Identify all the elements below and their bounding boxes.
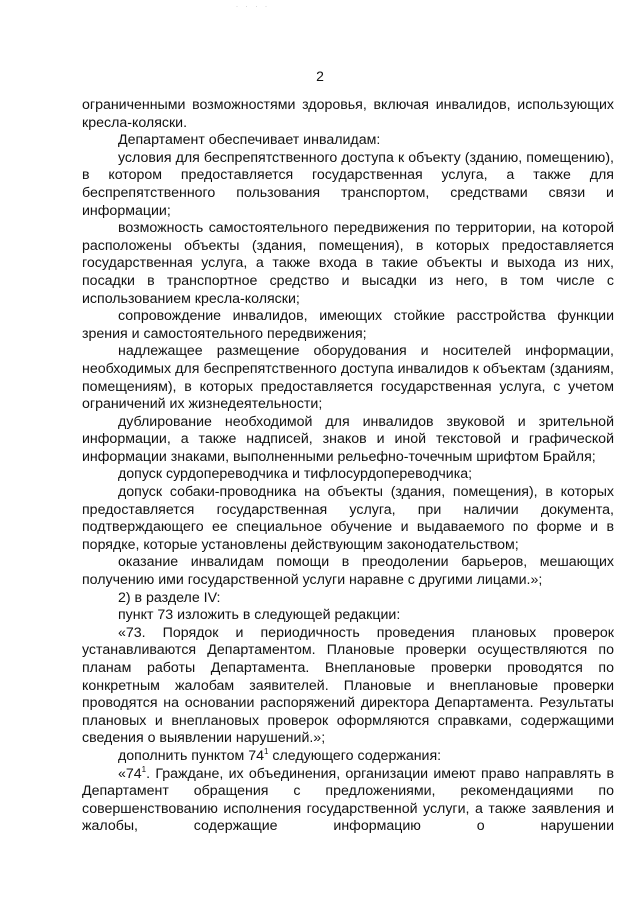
text-run: дополнить пунктом 74: [118, 747, 264, 764]
text-run: следующего содержания:: [268, 747, 442, 764]
section-heading-iv: 2) в разделе IV:: [118, 589, 221, 606]
superscript: 1: [263, 746, 269, 756]
amendment-point-73: пункт 73 изложить в следующей редакции:: [118, 607, 401, 624]
scan-artifact: · · · ·: [236, 4, 270, 10]
list-item-braille: дублирование необходимой для инвалидов звуковой и зрительной информации, а также надписей, знаков и иной текстовой и графической информации знаками, выполненными рельефно-точечным шрифтом Брайля;: [82, 413, 614, 465]
document-body: [82, 97, 614, 854]
list-item-equipment-placement: надлежащее размещение оборудования и носителей информации, необходимых для беспрепятственного доступа инвалидов к объектам (зданиям, помещениям), в которых предоставляется государственная услуга, с учетом ограничений их жизнедеятельности;: [82, 343, 614, 413]
list-item-escort: сопровождение инвалидов, имеющих стойкие расстройства функции зрения и самостоятельного передвижения;: [82, 308, 614, 342]
list-item-assistance: оказание инвалидам помощи в преодолении барьеров, мешающих получению ими государственной услуги наравне с другими лицами.»;: [82, 554, 614, 589]
page-number: 2: [316, 68, 324, 84]
paragraph-intro: Департамент обеспечивает инвалидам:: [118, 132, 381, 149]
paragraph-continuation: ограниченными возможностями здоровья, включая инвалидов, использующих кресла-коляски.: [82, 97, 614, 131]
point-74-1-text: [82, 766, 614, 854]
text-run: . Граждане, их объединения, организации имеют право направлять в Департамент обращения с предложениями, рекомендациями по совершенствованию исполнения государственной услуги, а также заявления и жалобы, содержащие информацию о нарушении: [82, 765, 614, 835]
list-item-interpreter: допуск сурдопереводчика и тифлосурдопереводчика;: [118, 466, 473, 483]
list-item-access-conditions: условия для беспрепятственного доступа к объекту (зданию, помещению), в котором предоставляется государственная услуга, а также для беспрепятственного пользования транспортом, средствами связи и информации;: [82, 149, 614, 219]
superscript: 1: [141, 764, 147, 774]
point-73-text: «73. Порядок и периодичность проведения плановых проверок устанавливаются Департаментом. Плановые проверки осуществляются по планам работы Департамента. Внеплановые проверки проводятся по конкретным жалобам заявителей. Плановые и внеплановые проверки проводятся на основании распоряжений директора Департамента. Результаты плановых и внеплановых проверок оформляются справками, содержащими сведения о выявлении нарушений.»;: [82, 624, 614, 747]
list-item-movement: возможность самостоятельного передвижения по территории, на которой расположены объекты (здания, помещения), в которых предоставляется государственная услуга, а также входа в такие объекты и выхода из них, посадки в транспортное средство и высадки из него, в том числе с использованием кресла-коляски;: [82, 220, 614, 307]
text-run: «74: [118, 765, 142, 782]
list-item-guide-dog: допуск собаки-проводника на объекты (здания, помещения), в которых предоставляется государственная услуга, при наличии документа, подтверждающего ее специальное обучение и выдаваемого по форме и в порядке, которые установлены действующим законодательством;: [82, 484, 614, 553]
amendment-point-74-1: [82, 748, 614, 766]
